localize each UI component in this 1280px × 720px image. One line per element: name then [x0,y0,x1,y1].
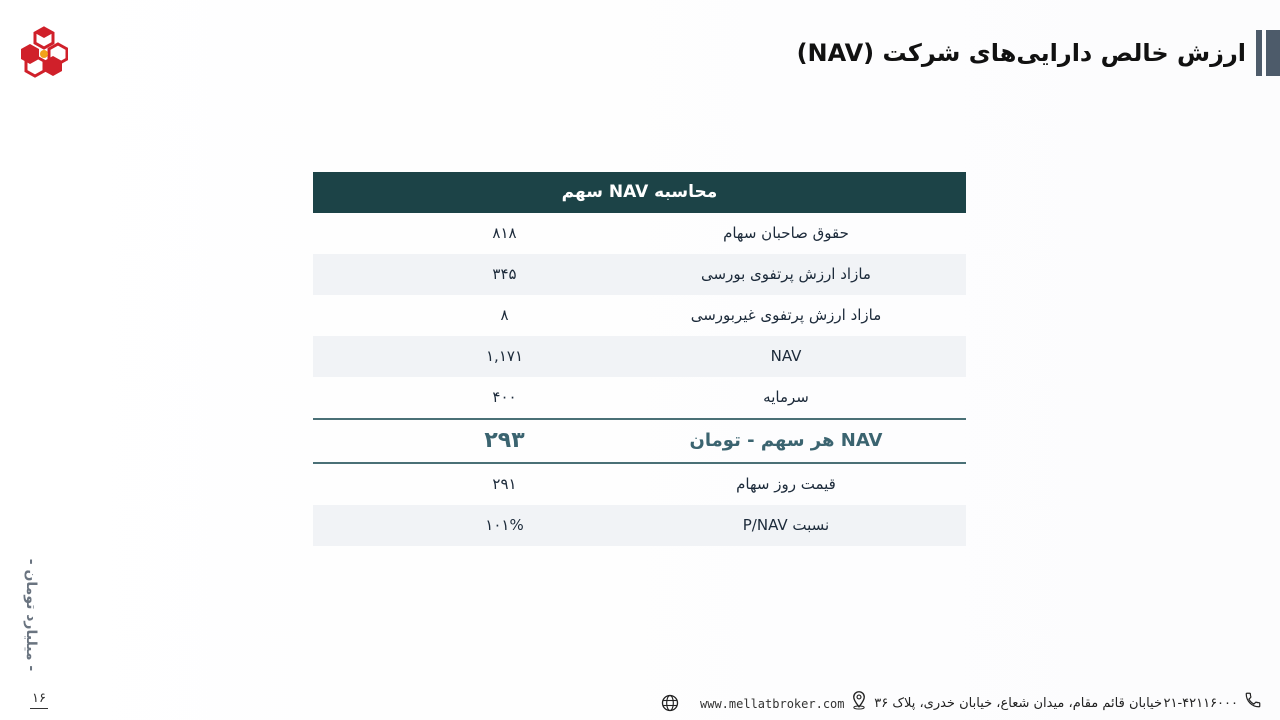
row-label: مازاد ارزش پرتفوی غیربورسی [690,306,882,324]
globe-icon [660,693,680,716]
location-pin-icon [850,690,868,719]
row-label: حقوق صاحبان سهام [723,224,849,242]
row-value: ۱۰۱% [485,516,524,534]
table-row [313,254,966,295]
footer-phone [1157,692,1263,716]
highlight-value: ۲۹۳ [484,428,525,453]
page-title: ارزش خالص دارایی‌های شرکت (NAV) [796,39,1246,67]
row-value: ۸ [500,306,509,324]
table-row [313,377,966,418]
unit-note-text: - میلیارد تومان - [23,558,39,672]
nav-calculation-table [313,172,966,546]
row-value: ۱,۱۷۱ [486,347,523,365]
table-row [313,295,966,336]
row-value: ۳۴۵ [492,265,517,283]
row-label: NAV [770,347,802,365]
table-row [313,505,966,546]
table-heading: محاسبه NAV سهم [313,172,966,213]
row-label: قیمت روز سهام [736,475,836,493]
footer-address [850,692,1162,716]
page-number: ۱۶ [30,690,48,709]
highlight-label: NAV هر سهم - تومان [689,430,883,451]
row-value: ۸۱۸ [492,224,517,242]
table-row-highlight [313,418,966,464]
title-accent-bar [1254,30,1280,76]
table-row [313,213,966,254]
unit-note [20,560,42,670]
table-row [313,464,966,505]
footer-website [660,692,845,716]
phone-text: ۰۲۱-۴۲۱۱۶۰۰۰ [1156,696,1238,711]
row-value: ۴۰۰ [492,388,517,406]
row-label: سرمایه [763,388,809,406]
company-logo [20,26,68,78]
phone-icon [1244,691,1262,718]
address-text: خیابان قائم مقام، میدان شعاع، خیابان خدری، پلاک ۳۶ [874,696,1162,711]
row-value: ۲۹۱ [492,475,517,493]
table-row [313,336,966,377]
website-link[interactable]: www.mellatbroker.com [700,697,845,711]
row-label: نسبت P/NAV [742,516,830,534]
row-label: مازاد ارزش پرتفوی بورسی [701,265,871,283]
